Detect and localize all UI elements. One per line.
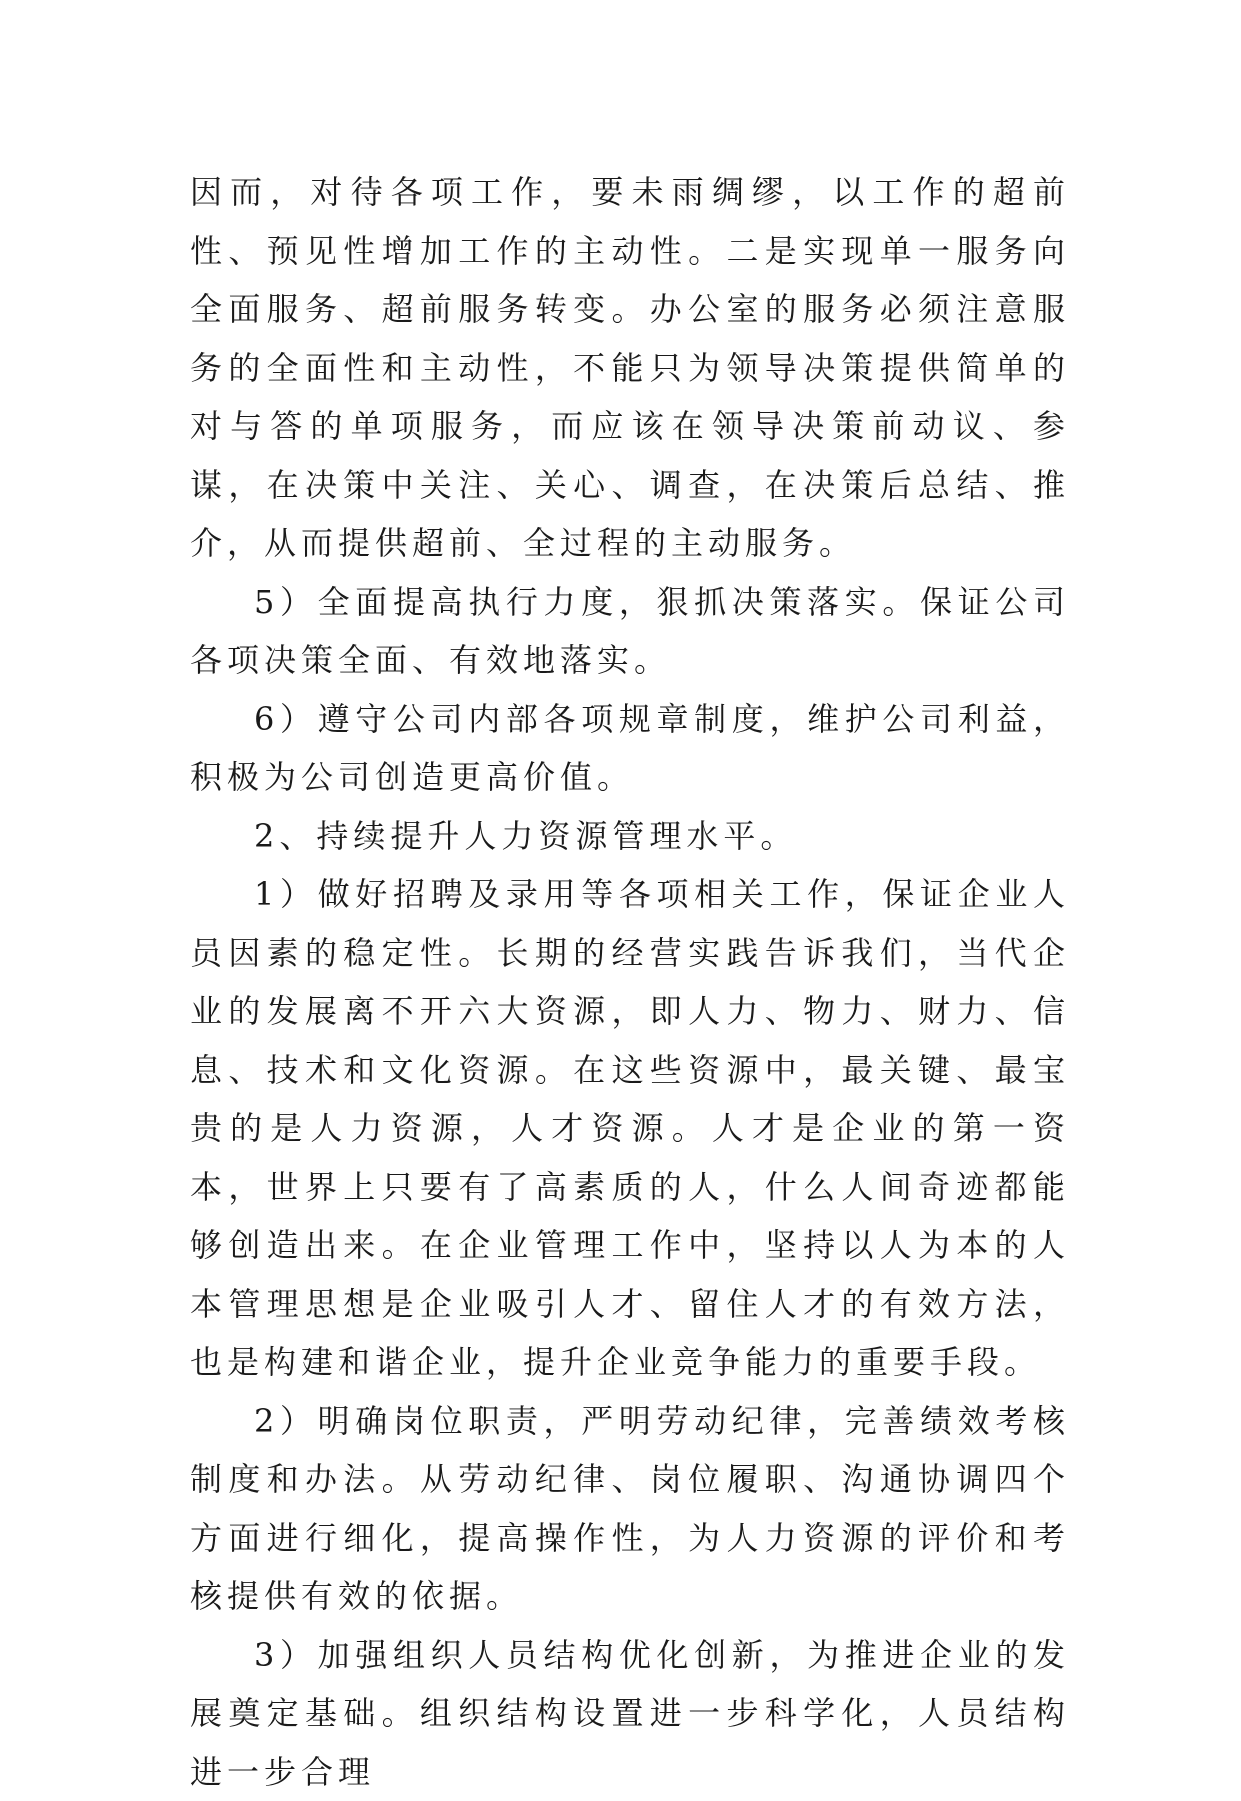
paragraph-item-6: 6）遵守公司内部各项规章制度，维护公司利益，积极为公司创造更高价值。 bbox=[190, 690, 1070, 807]
paragraph-hr-item-2: 2）明确岗位职责，严明劳动纪律，完善绩效考核制度和办法。从劳动纪律、岗位履职、沟通协调四个方面进行细化，提高操作性，为人力资源的评价和考核提供有效的依据。 bbox=[190, 1392, 1070, 1626]
section-heading-hr: 2、持续提升人力资源管理水平。 bbox=[190, 807, 1070, 866]
paragraph-hr-item-1: 1）做好招聘及录用等各项相关工作，保证企业人员因素的稳定性。长期的经营实践告诉我们，当代企业的发展离不开六大资源，即人力、物力、财力、信息、技术和文化资源。在这些资源中，最关键、最宝贵的是人力资源，人才资源。人才是企业的第一资本，世界上只要有了高素质的人，什么人间奇迹都能够创造出来。在企业管理工作中，坚持以人为本的人本管理思想是企业吸引人才、留住人才的有效方法，也是构建和谐企业，提升企业竞争能力的重要手段。 bbox=[190, 865, 1070, 1392]
paragraph-hr-item-3: 3）加强组织人员结构优化创新，为推进企业的发展奠定基础。组织结构设置进一步科学化，人员结构进一步合理 bbox=[190, 1626, 1070, 1801]
paragraph-item-5: 5）全面提高执行力度，狠抓决策落实。保证公司各项决策全面、有效地落实。 bbox=[190, 573, 1070, 690]
document-body bbox=[190, 163, 1070, 1801]
paragraph-continuation: 因而，对待各项工作，要未雨绸缪，以工作的超前性、预见性增加工作的主动性。二是实现单一服务向全面服务、超前服务转变。办公室的服务必须注意服务的全面性和主动性，不能只为领导决策提供简单的对与答的单项服务，而应该在领导决策前动议、参谋，在决策中关注、关心、调查，在决策后总结、推介，从而提供超前、全过程的主动服务。 bbox=[190, 163, 1070, 573]
